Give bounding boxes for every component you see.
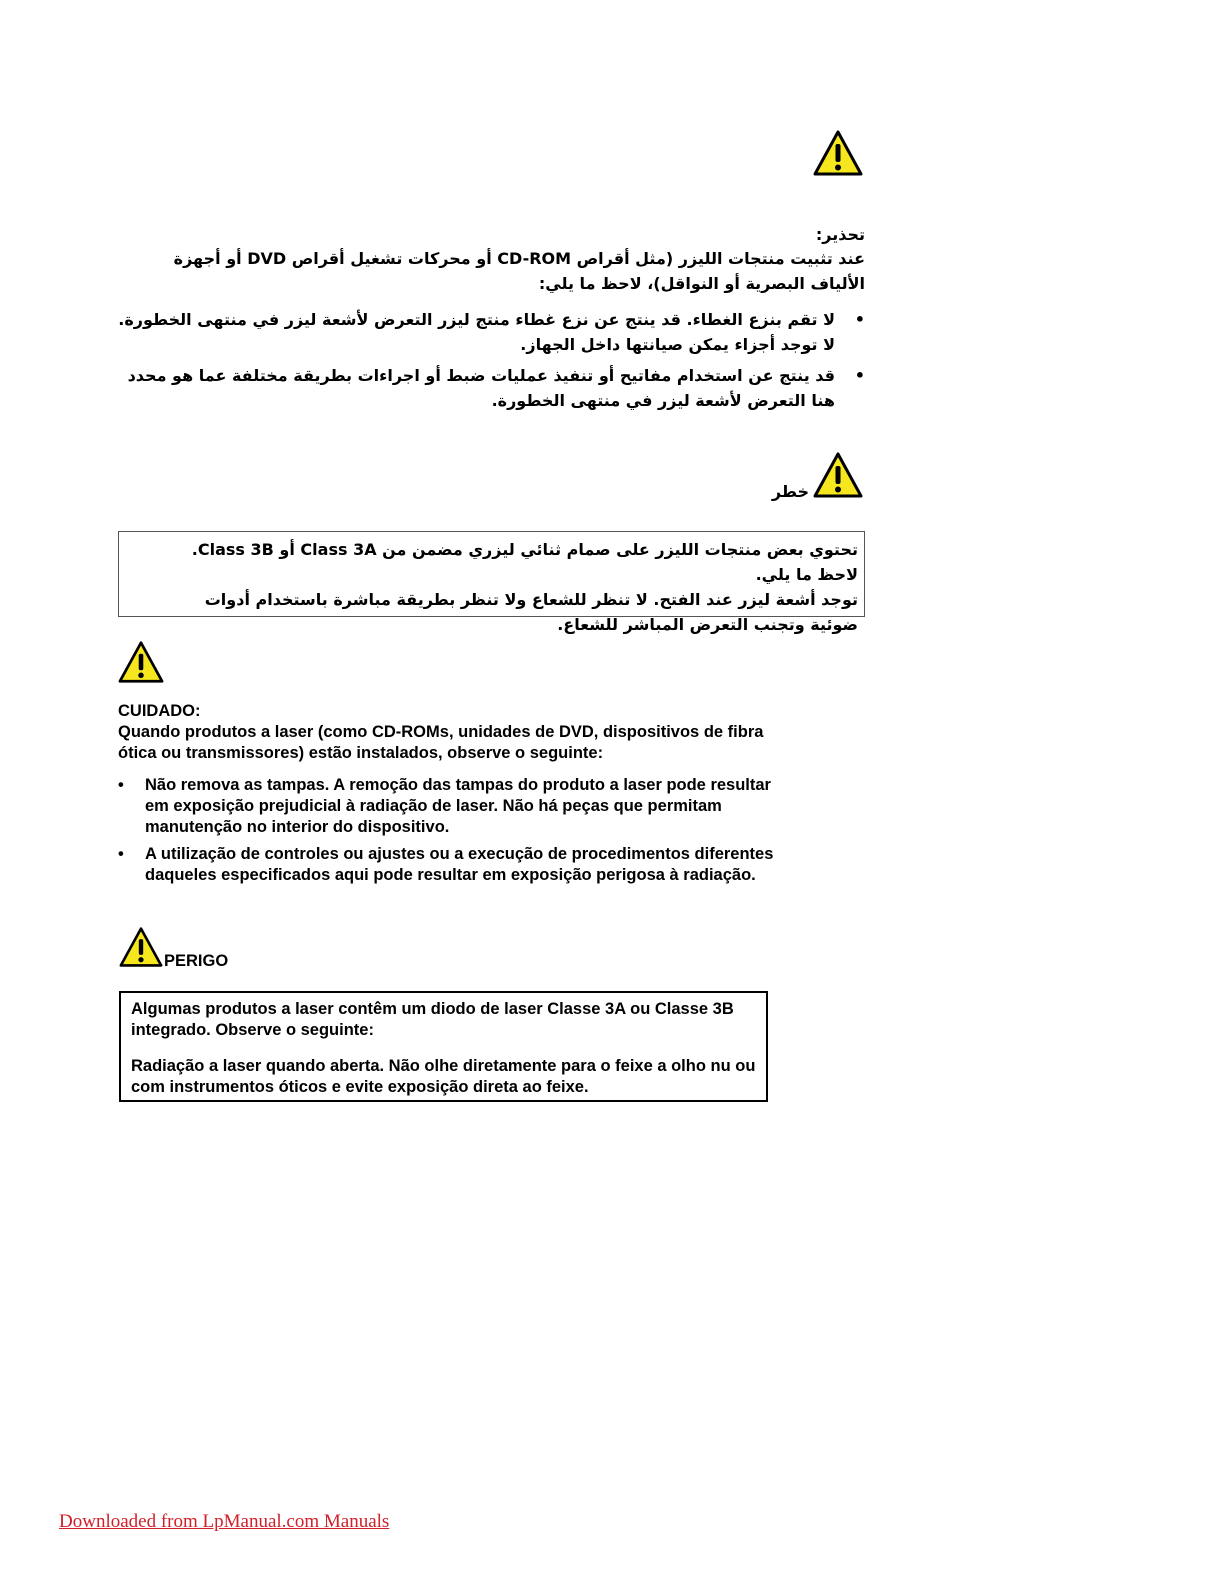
arabic-caution-intro: عند تثبيت منتجات الليزر (مثل أقراص CD-ROM أو محركات تشغيل أقراص DVD أو أجهزة الألياف البصرية أو النواقل)، لاحظ ما يلي: <box>173 249 865 293</box>
list-item: • A utilização de controles ou ajustes ou a execução de procedimentos diferentes daqueles especificados aqui pode resultar em exposição perigosa à radiação. <box>118 844 778 886</box>
list-item: • Não remova as tampas. A remoção das tampas do produto a laser pode resultar em exposição prejudicial à radiação de laser. Não há peças que permitam manutenção no interior do dispositivo. <box>118 775 778 838</box>
arabic-danger-text: تحتوي بعض منتجات الليزر على صمام ثنائي ليزري مضمن من Class 3A أو Class 3B. لاحظ ما يلي. <box>191 540 858 584</box>
arabic-danger-box <box>118 531 865 634</box>
list-item: • لا تقم بنزع الغطاء. قد ينتج عن نزع غطاء منتج ليزر التعرض لأشعة ليزر في منتهى الخطورة. لا توجد أجزاء يمكن صيانتها داخل الجهاز. <box>115 307 865 357</box>
arabic-caution-heading: تحذير: <box>815 225 865 244</box>
footer-link[interactable]: Downloaded from LpManual.com Manuals <box>59 1511 390 1532</box>
arabic-danger-text: توجد أشعة ليزر عند الفتح. لا تنظر للشعاع ولا تنظر بطريقة مباشرة باستخدام أدوات ضوئية وتجنب التعرض المباشر للشعاع. <box>204 590 858 634</box>
list-item: • قد ينتج عن استخدام مفاتيح أو تنفيذ عمليات ضبط أو اجراءات بطريقة مختلفة عما هو محدد هنا التعرض لأشعة ليزر في منتهى الخطورة. <box>115 363 865 413</box>
arabic-danger-label: خطر <box>771 482 809 501</box>
portuguese-danger-box <box>119 991 768 1102</box>
arabic-caution-list <box>115 307 865 419</box>
portuguese-caution-intro: Quando produtos a laser (como CD-ROMs, unidades de DVD, dispositivos de fibra ótica ou transmissores) estão instalados, observe o seguinte: <box>118 723 764 762</box>
warning-triangle-icon <box>117 640 165 684</box>
warning-triangle-icon <box>812 451 864 499</box>
portuguese-danger-label: PERIGO <box>164 952 229 970</box>
portuguese-danger-text: Algumas produtos a laser contêm um diodo de laser Classe 3A ou Classe 3B integrado. Observe o seguinte: <box>131 1000 734 1039</box>
portuguese-caution-list <box>118 775 778 892</box>
warning-triangle-icon <box>118 926 164 968</box>
warning-triangle-icon <box>812 129 864 177</box>
portuguese-danger-text: Radiação a laser quando aberta. Não olhe diretamente para o feixe a olho nu ou com instrumentos óticos e evite exposição direta ao feixe. <box>131 1057 756 1096</box>
portuguese-caution-heading: CUIDADO: <box>118 702 201 720</box>
